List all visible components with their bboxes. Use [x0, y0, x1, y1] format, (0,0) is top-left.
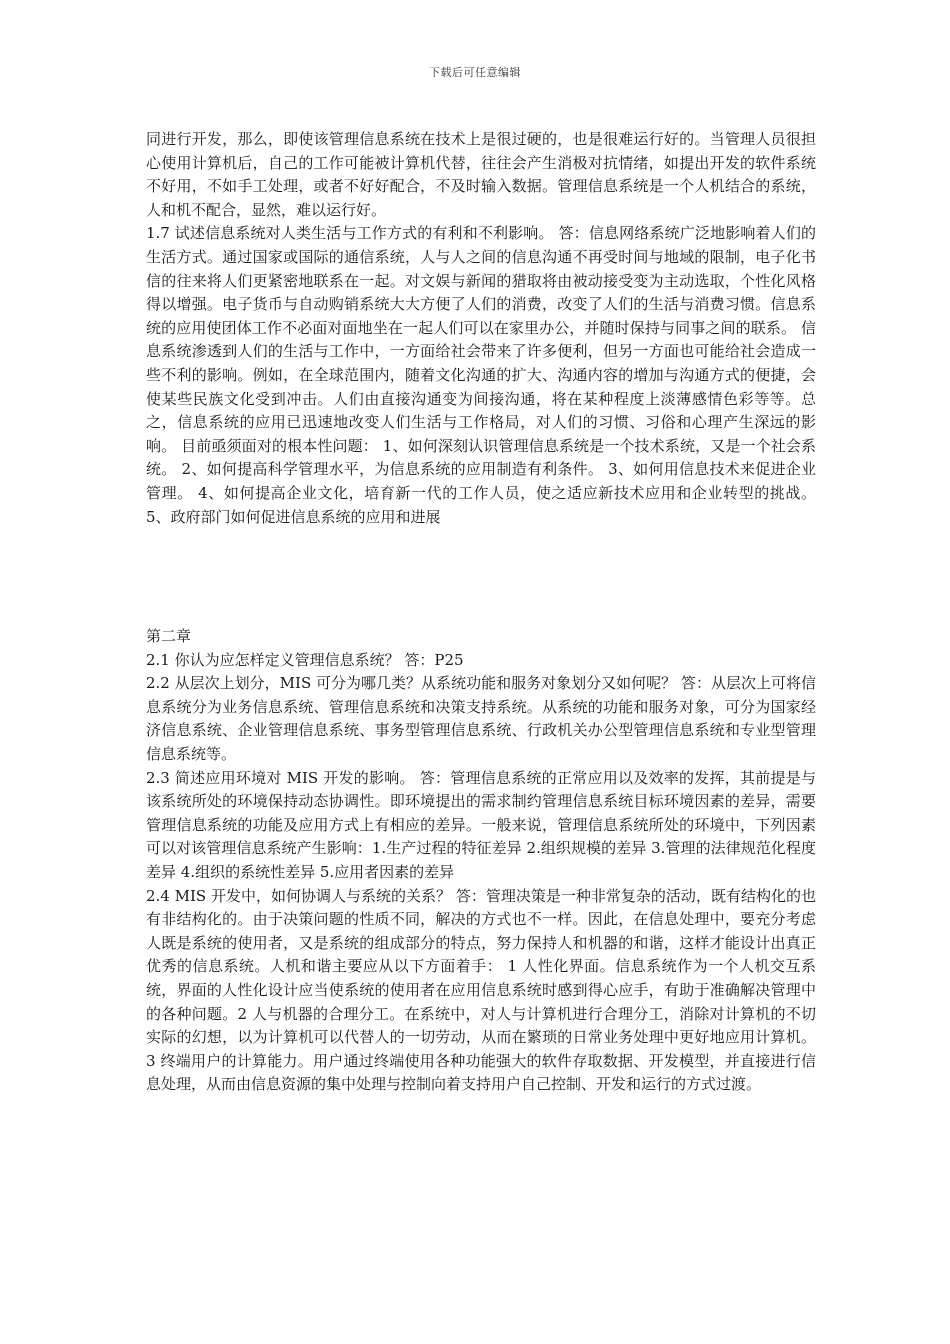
paragraph-continuation: 同进行开发，那么，即使该管理信息系统在技术上是很过硬的，也是很难运行好的。当管理人员很担心使用计算机后，自己的工作可能被计算机代替，往往会产生消极对抗情绪，如提出开发的软件系统不好用，不如手工处理，或者不好好配合，不及时输入数据。管理信息系统是一个人机结合的系统，人和机不配合，显然，难以运行好。 — [146, 130, 816, 219]
paragraph-question-2-2: 2.2 从层次上划分，MIS 可分为哪几类？从系统功能和服务对象划分又如何呢？ 答：从层次上可将信息系统分为业务信息系统、管理信息系统和决策支持系统。从系统的功能和服务对象，可分为国家经济信息系统、企业管理信息系统、事务型管理信息系统、行政机关办公型管理信息系统和专业型管理信息系统等。 — [146, 674, 816, 764]
paragraph-question-1-7: 1.7 试述信息系统对人类生活与工作方式的有利和不利影响。 答：信息网络系统广泛地影响着人们的生活方式。通过国家或国际的通信系统，人与人之间的信息沟通不再受时间与地域的限制，电子化书信的往来将人们更紧密地联系在一起。对文娱与新闻的猎取将由被动接受变为主动选取，个性化风格得以增强。电子货币与自动购销系统大大方便了人们的消费，改变了人们的生活与消费习惯。信息系统的应用使团体工作不必面对面地坐在一起人们可以在家里办公，并随时保持与同事之间的联系。 信息系统渗透到人们的生活与工作中，一方面给社会带来了许多便利，但另一方面也可能给社会造成一些不利的影响。例如，在全球范围内，随着文化沟通的扩大、沟通内容的增加与沟通方式的便捷，会使某些民族文化受到冲击。人们由直接沟通变为间接沟通，将在某种程度上淡薄感情色彩等等。总之，信息系统的应用已迅速地改变人们生活与工作格局，对人们的习惯、习俗和心理产生深远的影响。 目前亟须面对的根本性问题： 1、如何深刻认识管理信息系统是一个技术系统，又是一个社会系统。 2、如何提高科学管理水平，为信息系统的应用制造有利条件。 3、如何用信息技术来促进企业管理。 4、如何提高企业文化，培育新一代的工作人员，使之适应新技术应用和企业转型的挑战。 5、政府部门如何促进信息系统的应用和进展 — [146, 224, 816, 526]
paragraph-question-2-4: 2.4 MIS 开发中，如何协调人与系统的关系？ 答：管理决策是一种非常复杂的活动，既有结构化的也有非结构化的。由于决策问题的性质不同，解决的方式也不一样。因此，在信息处理中，要充分考虑人既是系统的使用者，又是系统的组成部分的特点，努力保持人和机器的和谐，这样才能设计出真正优秀的信息系统。人机和谐主要应从以下方面着手： 1 人性化界面。信息系统作为一个人机交互系统，界面的人性化设计应当使系统的使用者在应用信息系统时感到得心应手，有助于准确解决管理中的各种问题。2 人与机器的合理分工。在系统中，对人与计算机进行合理分工，消除对计算机的不切实际的幻想，以为计算机可以代替人的一切劳动，从而在繁琐的日常业务处理中更好地应用计算机。 3 终端用户的计算能力。用户通过终端使用各种功能强大的软件存取数据、开发模型，并直接进行信息处理，从而由信息资源的集中处理与控制向着支持用户自己控制、开发和运行的方式过渡。 — [146, 886, 816, 1094]
document-body — [146, 128, 816, 1097]
chapter-heading: 第二章 — [146, 627, 192, 646]
section-spacer — [146, 529, 816, 625]
paragraph-question-2-1: 2.1 你认为应怎样定义管理信息系统？ 答：P25 — [146, 650, 464, 669]
page-header: 下载后可任意编辑 — [429, 66, 521, 79]
paragraph-question-2-3: 2.3 简述应用环境对 MIS 开发的影响。 答：管理信息系统的正常应用以及效率的发挥，其前提是与该系统所处的环境保持动态协调性。即环境提出的需求制约管理信息系统目标环境因素的差异，需要管理信息系统的功能及应用方式上有相应的差异。一般来说，管理信息系统所处的环境中，下列因素可以对该管理信息系统产生影响：1.生产过程的特征差异 2.组织规模的差异 3.管理的法律规范化程度差异 4.组织的系统性差异 5.应用者因素的差异 — [146, 768, 816, 882]
